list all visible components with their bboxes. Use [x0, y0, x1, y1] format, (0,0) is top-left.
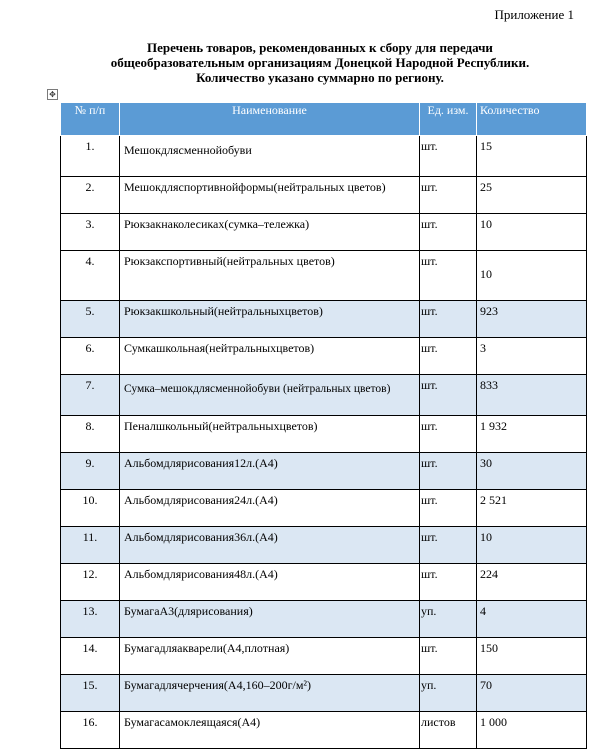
cell-qty: 10	[477, 251, 587, 301]
cell-qty: 15	[477, 136, 587, 177]
cell-name: Мешокдлясменнойобуви	[120, 136, 420, 177]
cell-name: Сумкашкольная(нейтральныхцветов)	[120, 338, 420, 375]
cell-num: 2.	[61, 177, 120, 214]
cell-unit: шт.	[420, 638, 477, 675]
table-row	[61, 416, 587, 453]
header-num: № п/п	[61, 103, 120, 136]
table-row	[61, 301, 587, 338]
cell-qty: 1 932	[477, 416, 587, 453]
cell-unit: шт.	[420, 338, 477, 375]
cell-unit: шт.	[420, 251, 477, 301]
cell-num: 7.	[61, 375, 120, 416]
cell-num: 1.	[61, 136, 120, 177]
table-header-row	[61, 103, 587, 136]
cell-unit: шт.	[420, 490, 477, 527]
cell-name: Бумагадляакварели(А4,плотная)	[120, 638, 420, 675]
table-row	[61, 338, 587, 375]
title-line-2: общеобразовательным организациям Донецкой Народной Республики.	[110, 55, 530, 70]
cell-unit: шт.	[420, 453, 477, 490]
table-row	[61, 136, 587, 177]
title-line-3: Количество указано суммарно по региону.	[196, 70, 444, 85]
appendix-label: Приложение 1	[494, 7, 574, 22]
cell-qty: 923	[477, 301, 587, 338]
cell-qty: 25	[477, 177, 587, 214]
cell-unit: уп.	[420, 675, 477, 712]
cell-num: 15.	[61, 675, 120, 712]
cell-num: 4.	[61, 251, 120, 301]
cell-name: Альбомдлярисования24л.(А4)	[120, 490, 420, 527]
cell-name: Альбомдлярисования12л.(А4)	[120, 453, 420, 490]
table-row	[61, 712, 587, 749]
cell-num: 6.	[61, 338, 120, 375]
table-row	[61, 177, 587, 214]
cell-name: Рюкзакнаколесиках(сумка–тележка)	[120, 214, 420, 251]
cell-unit: шт.	[420, 214, 477, 251]
document-title	[40, 40, 600, 85]
header-qty: Количество	[477, 103, 587, 136]
cell-qty: 10	[477, 214, 587, 251]
cell-name: Рюкзакспортивный(нейтральных цветов)	[120, 251, 420, 301]
cell-num: 8.	[61, 416, 120, 453]
goods-table	[60, 102, 587, 749]
cell-name: БумагаА3(длярисования)	[120, 601, 420, 638]
cell-unit: шт.	[420, 301, 477, 338]
cell-name: Альбомдлярисования48л.(А4)	[120, 564, 420, 601]
cell-num: 13.	[61, 601, 120, 638]
cell-num: 16.	[61, 712, 120, 749]
cell-qty: 224	[477, 564, 587, 601]
cell-name: Рюкзакшкольный(нейтральныхцветов)	[120, 301, 420, 338]
cell-name: Бумагадлячерчения(А4,160–200г/м²)	[120, 675, 420, 712]
cell-num: 12.	[61, 564, 120, 601]
table-row	[61, 601, 587, 638]
cell-num: 14.	[61, 638, 120, 675]
cell-num: 9.	[61, 453, 120, 490]
table-row	[61, 453, 587, 490]
cell-qty: 1 000	[477, 712, 587, 749]
cell-unit: шт.	[420, 564, 477, 601]
cell-qty: 30	[477, 453, 587, 490]
table-row	[61, 564, 587, 601]
cell-name: Мешокдляспортивнойформы(нейтральных цветов)	[120, 177, 420, 214]
cell-qty: 70	[477, 675, 587, 712]
cell-num: 5.	[61, 301, 120, 338]
cell-num: 10.	[61, 490, 120, 527]
table-row	[61, 375, 587, 416]
cell-name: Пеналшкольный(нейтральныхцветов)	[120, 416, 420, 453]
table-row	[61, 638, 587, 675]
table-row	[61, 214, 587, 251]
cell-qty: 10	[477, 527, 587, 564]
table-move-handle-icon[interactable]: ✥	[47, 89, 58, 100]
cell-qty: 150	[477, 638, 587, 675]
cell-qty: 2 521	[477, 490, 587, 527]
cell-unit: шт.	[420, 527, 477, 564]
header-name: Наименование	[120, 103, 420, 136]
cell-num: 11.	[61, 527, 120, 564]
cell-unit: уп.	[420, 601, 477, 638]
cell-name: Сумка–мешокдлясменнойобуви (нейтральных цветов)	[120, 375, 420, 416]
header-unit: Ед. изм.	[420, 103, 477, 136]
cell-qty: 3	[477, 338, 587, 375]
cell-unit: шт.	[420, 375, 477, 416]
table-row	[61, 527, 587, 564]
table-row	[61, 490, 587, 527]
table-row	[61, 251, 587, 301]
title-line-1: Перечень товаров, рекомендованных к сбору для передачи	[147, 40, 493, 55]
cell-name: Бумагасамоклеящаяся(А4)	[120, 712, 420, 749]
cell-unit: шт.	[420, 177, 477, 214]
table-row	[61, 675, 587, 712]
cell-qty: 4	[477, 601, 587, 638]
cell-num: 3.	[61, 214, 120, 251]
cell-unit: шт.	[420, 136, 477, 177]
cell-qty: 833	[477, 375, 587, 416]
cell-unit: шт.	[420, 416, 477, 453]
cell-name: Альбомдлярисования36л.(А4)	[120, 527, 420, 564]
cell-unit: листов	[420, 712, 477, 749]
